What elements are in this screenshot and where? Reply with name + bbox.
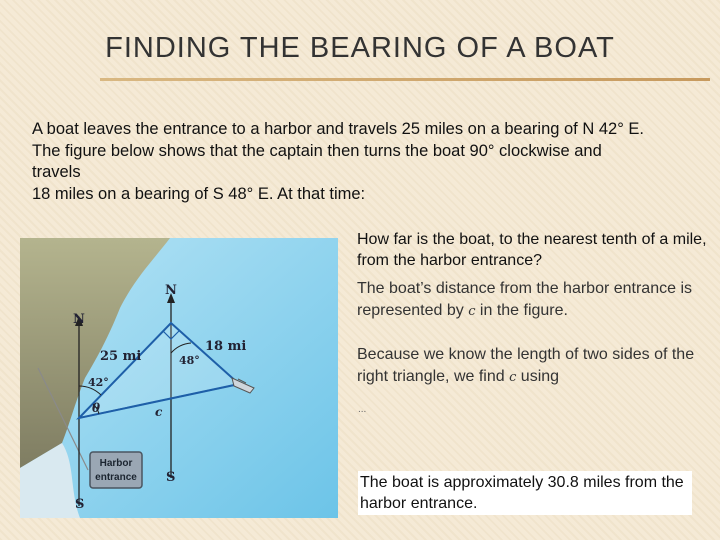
angle-42-label: 42° xyxy=(88,376,109,389)
c-label: c xyxy=(155,405,163,419)
south-label-left: S xyxy=(75,497,85,512)
problem-line: The figure below shows that the captain then turns the boat 90° clockwise and xyxy=(32,141,602,160)
explanation-paragraph xyxy=(357,278,697,322)
explanation-text: in the figure. xyxy=(475,301,568,319)
explanation-block xyxy=(357,278,697,388)
truncated-marker: ... xyxy=(358,404,367,415)
north-label-left: N xyxy=(73,312,85,327)
north-label-center: N xyxy=(165,283,177,298)
variable-c: c xyxy=(509,369,517,385)
explanation-text: Because we know the length of two sides of the right triangle, we find xyxy=(357,346,695,385)
slide-title: FINDING THE BEARING OF A BOAT xyxy=(105,32,615,64)
south-label-center: S xyxy=(166,470,176,485)
harbor-sign-line1: Harbor xyxy=(99,458,133,469)
problem-line: 18 miles on a bearing of S 48° E. At that time: xyxy=(32,184,366,203)
angle-48-label: 48° xyxy=(179,354,200,367)
explanation-text: using xyxy=(516,367,560,385)
side-a-label: 25 mi xyxy=(100,349,142,364)
question-text: How far is the boat, to the nearest tenth of a mile, from the harbor entrance? xyxy=(357,231,707,269)
variable-c: c xyxy=(468,303,476,319)
bearing-diagram xyxy=(20,238,338,518)
explanation-text: The boat’s distance from the harbor entrance is represented by xyxy=(357,280,692,319)
harbor-sign-line2: entrance xyxy=(95,472,137,483)
problem-statement xyxy=(32,119,712,205)
side-b-label: 18 mi xyxy=(205,339,247,354)
bearing-figure xyxy=(20,238,338,518)
problem-line: A boat leaves the entrance to a harbor and travels 25 miles on a bearing of N 42° E. xyxy=(32,120,644,138)
title-divider xyxy=(100,78,710,81)
theta-label: θ xyxy=(92,401,101,415)
problem-line: travels xyxy=(32,163,81,181)
answer-text: The boat is approximately 30.8 miles from the harbor entrance. xyxy=(358,471,692,515)
explanation-paragraph xyxy=(357,344,697,388)
